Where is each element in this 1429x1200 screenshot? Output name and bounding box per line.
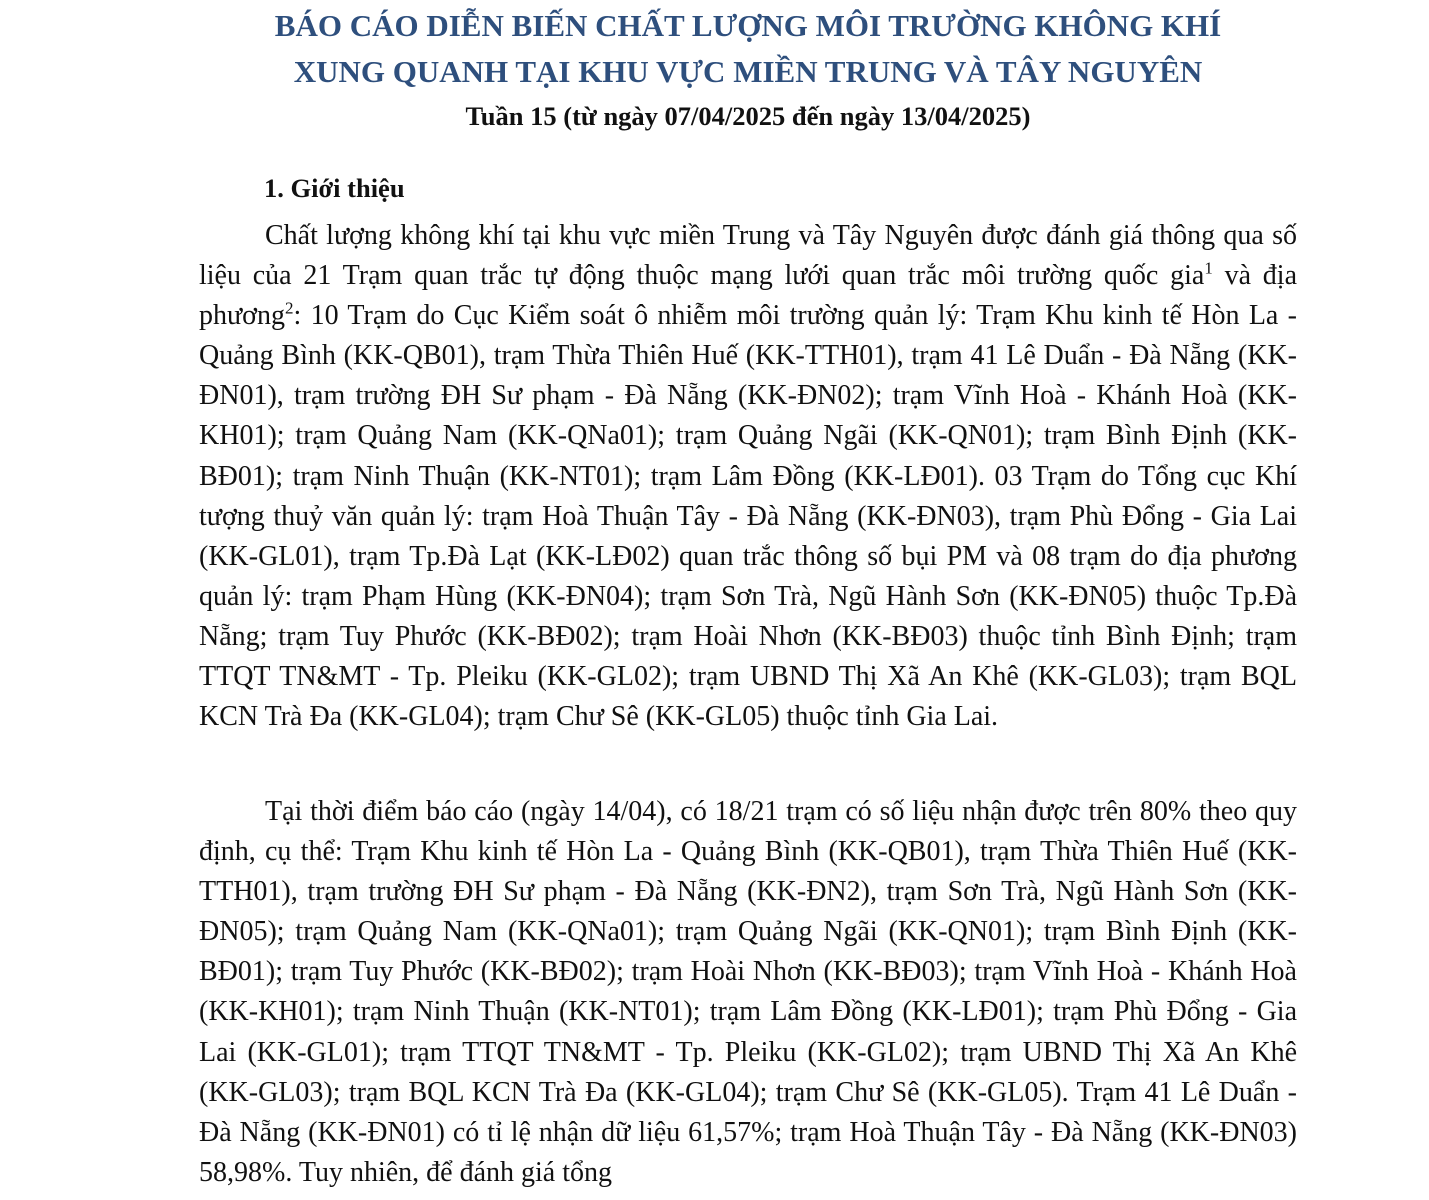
intro-paragraph-1-part-c: : 10 Trạm do Cục Kiểm soát ô nhiễm môi trường quản lý: Trạm Khu kinh tế Hòn La - Quảng Bình (KK-QB01), trạm Thừa Thiên Huế (KK-TTH01), trạm 41 Lê Duẩn - Đà Nẵng (KK-ĐN01), trạm trường ĐH Sư phạm - Đà Nẵng (KK-ĐN02); trạm Vĩnh Hoà - Khánh Hoà (KK-KH01); trạm Quảng Nam (KK-QNa01); trạm Quảng Ngãi (KK-QN01); trạm Bình Định (KK-BĐ01); trạm Ninh Thuận (KK-NT01); trạm Lâm Đồng (KK-LĐ01). 03 Trạm do Tổng cục Khí tượng thuỷ văn quản lý: trạm Hoà Thuận Tây - Đà Nẵng (KK-ĐN03), trạm Phù Đổng - Gia Lai (KK-GL01), trạm Tp.Đà Lạt (KK-LĐ02) quan trắc thông số bụi PM và 08 trạm do địa phương quản lý: trạm Phạm Hùng (KK-ĐN04); trạm Sơn Trà, Ngũ Hành Sơn (KK-ĐN05) thuộc Tp.Đà Nẵng; trạm Tuy Phước (KK-BĐ02); trạm Hoài Nhơn (KK-BĐ03) thuộc tỉnh Bình Định; trạm TTQT TN&MT - Tp. Pleiku (KK-GL02); trạm UBND Thị Xã An Khê (KK-GL03); trạm BQL KCN Trà Đa (KK-GL04); trạm Chư Sê (KK-GL05) thuộc tỉnh Gia Lai. — [199, 300, 1297, 733]
footnote-ref-1[interactable]: 1 — [1204, 258, 1213, 278]
report-title-line-2: XUNG QUANH TẠI KHU VỰC MIỀN TRUNG VÀ TÂY NGUYÊN — [293, 54, 1203, 89]
intro-paragraph-1 — [199, 216, 1297, 737]
report-title-line-1: BÁO CÁO DIỄN BIẾN CHẤT LƯỢNG MÔI TRƯỜNG KHÔNG KHÍ — [274, 8, 1222, 43]
intro-paragraph-2: Tại thời điểm báo cáo (ngày 14/04), có 18/21 trạm có số liệu nhận được trên 80% theo quy định, cụ thể: Trạm Khu kinh tế Hòn La - Quảng Bình (KK-QB01), trạm Thừa Thiên Huế (KK-TTH01), trạm trường ĐH Sư phạm - Đà Nẵng (KK-ĐN2), trạm Sơn Trà, Ngũ Hành Sơn (KK-ĐN05); trạm Quảng Nam (KK-QNa01); trạm Quảng Ngãi (KK-QN01); trạm Bình Định (KK-BĐ01); trạm Tuy Phước (KK-BĐ02); trạm Hoài Nhơn (KK-BĐ03); trạm Vĩnh Hoà - Khánh Hoà (KK-KH01); trạm Ninh Thuận (KK-NT01); trạm Lâm Đồng (KK-LĐ01); trạm Phù Đổng - Gia Lai (KK-GL01); trạm TTQT TN&MT - Tp. Pleiku (KK-GL02); trạm UBND Thị Xã An Khê (KK-GL03); trạm BQL KCN Trà Đa (KK-GL04); trạm Chư Sê (KK-GL05). Trạm 41 Lê Duẩn - Đà Nẵng (KK-ĐN01) có tỉ lệ nhận dữ liệu 61,57%; trạm Hoà Thuận Tây - Đà Nẵng (KK-ĐN03) 58,98%. Tuy nhiên, để đánh giá tổng — [199, 796, 1297, 1188]
section-heading-introduction: 1. Giới thiệu — [264, 173, 405, 203]
intro-paragraph-1-part-a: Chất lượng không khí tại khu vực miền Trung và Tây Nguyên được đánh giá thông qua số liệu của 21 Trạm quan trắc tự động thuộc mạng lưới quan trắc môi trường quốc gia — [199, 220, 1297, 292]
footnote-ref-2[interactable]: 2 — [284, 298, 294, 318]
report-subtitle-week: Tuần 15 (từ ngày 07/04/2025 đến ngày 13/04/2025) — [465, 101, 1031, 131]
intro-paragraph-1-part-b: và địa phương — [199, 260, 1297, 332]
